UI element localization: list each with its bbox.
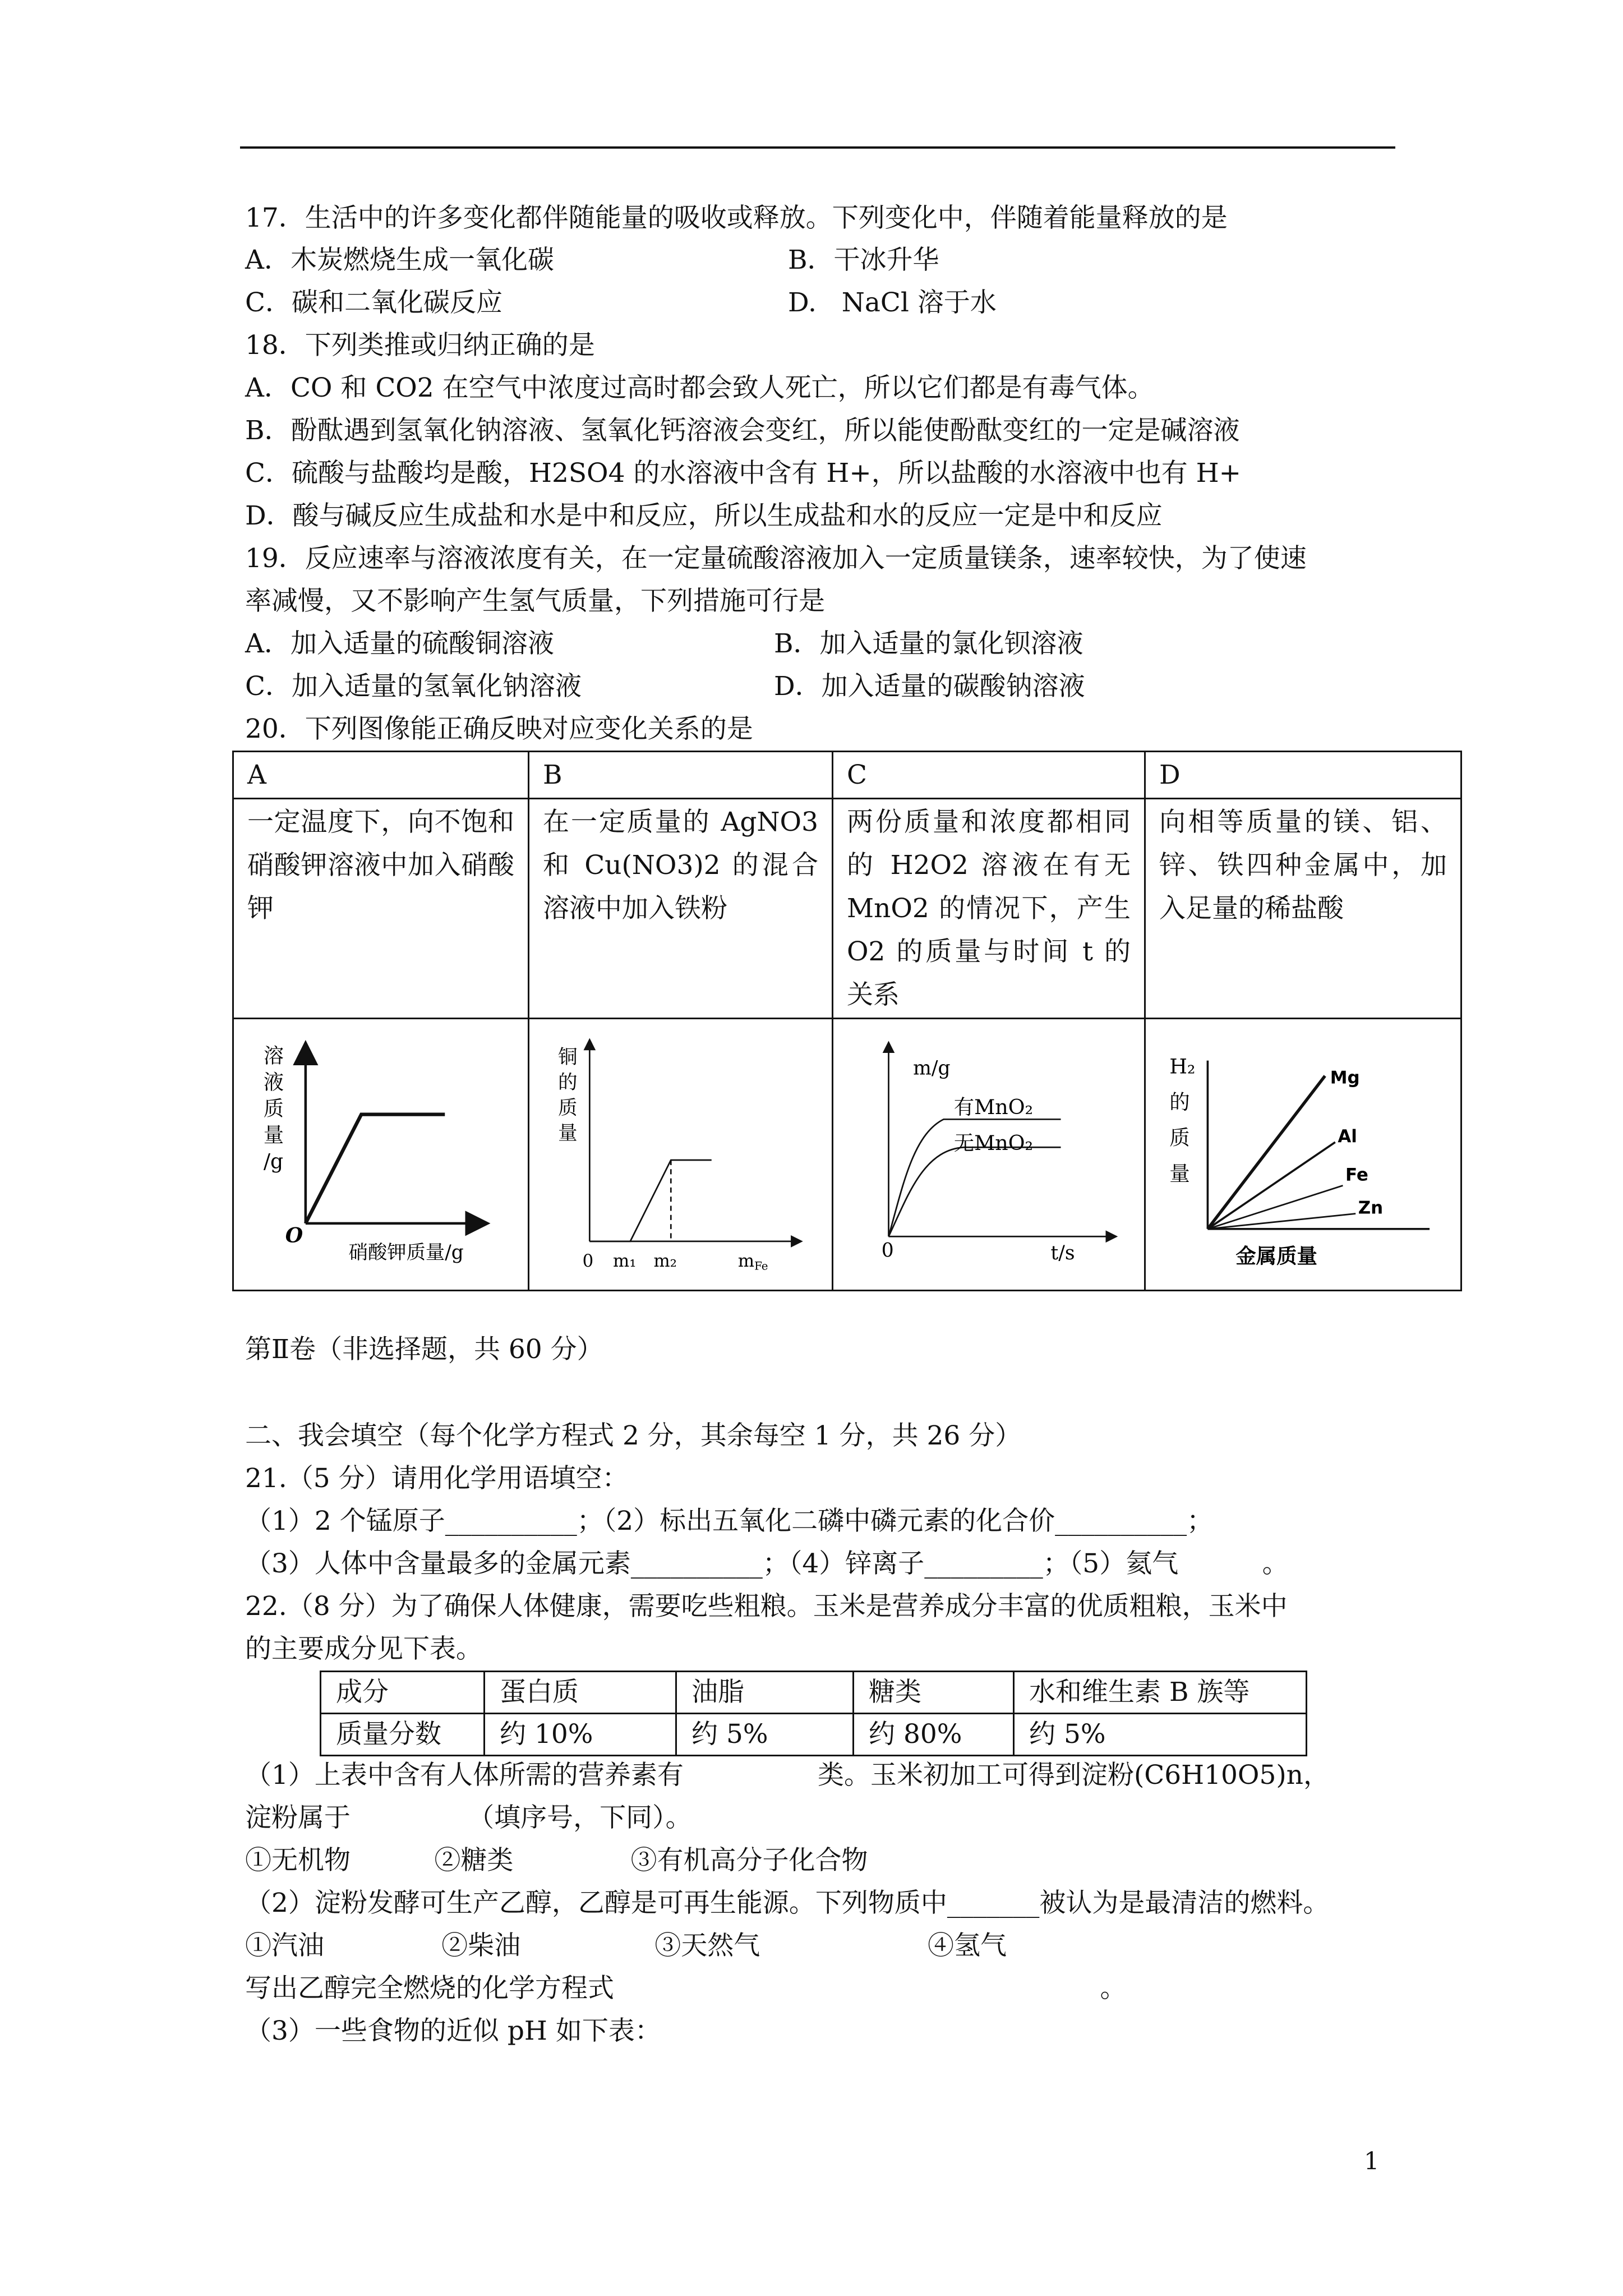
q17-option-b: B．干冰升华 [788,245,939,275]
graph-a-ylabel-2: 液 [263,1070,284,1094]
q20-desc-c: 两份质量和浓度都相同的 H2O2 溶液在有无 MnO2 的情况下，产生 O2 的质量与时间 t 的关系 [833,799,1145,1019]
q19-stem-line1: 19．反应速率与溶液浓度有关，在一定量硫酸溶液加入一定质量镁条，速率较快，为了使速 [245,543,1307,574]
q19-stem-line2: 率减慢，又不影响产生氢气质量，下列措施可行是 [245,586,825,616]
graph-b-m1: m₁ [613,1251,637,1272]
graph-d-label-mg: Mg [1330,1068,1360,1088]
graph-b-ylabel-4: 量 [558,1122,578,1145]
graph-a-xlabel: 硝酸钾质量/g [348,1241,464,1264]
q17-option-c: C．碳和二氧化碳反应 [245,287,502,318]
q20-stem: 20．下列图像能正确反映对应变化关系的是 [245,714,753,744]
graph-d-line-al [1207,1142,1335,1229]
q22-table-value-row [321,1714,1307,1756]
graph-d-ylabel-1: 的 [1169,1090,1190,1115]
q20-graph-a [247,1020,514,1289]
q22-table-header-row [321,1672,1307,1714]
q21-stem: 21.（5 分）请用化学用语填空： [245,1463,629,1494]
q22-stem-line2: 的主要成分见下表。 [245,1634,482,1664]
graph-c-label-without-mno2: 无MnO₂ [953,1130,1034,1155]
graph-c-ylabel: m/g [913,1057,951,1080]
section-title: 第Ⅱ卷（非选择题，共 60 分） [245,1334,603,1365]
q20-graph-a-cell [233,1019,529,1291]
q22-cell: 油脂 [676,1672,854,1714]
q20-header-d: D [1145,752,1461,799]
q17-option-d: D. NaCl 溶于水 [788,287,997,318]
graph-c-label-with-mno2: 有MnO₂ [953,1095,1034,1120]
graph-d-ylabel-2: 质 [1169,1125,1190,1150]
q22-stem-line1: 22.（8 分）为了确保人体健康，需要吃些粗粮。玉米是营养成分丰富的优质粗粮，玉米中 [245,1591,1288,1622]
q20-desc-d: 向相等质量的镁、铝、锌、铁四种金属中，加入足量的稀盐酸 [1145,799,1461,1019]
q21-line1: （1）2 个锰原子__________；（2）标出五氧化二磷中磷元素的化合价__________； [245,1506,1214,1536]
graph-d-label-zn: Zn [1358,1198,1384,1218]
graph-b-m2: m₂ [653,1251,677,1272]
q22-part2-line1: （2）淀粉发酵可生产乙醇，乙醇是可再生能源。下列物质中_______被认为是最清洁的燃料。 [245,1888,1330,1918]
graph-c-curve-without-mno2 [888,1147,1061,1236]
graph-c-xlabel: t/s [1050,1242,1075,1265]
graph-a-ylabel-3: 质 [263,1096,284,1121]
graph-d-xlabel: 金属质量 [1235,1244,1317,1268]
graph-a-origin: O [285,1223,303,1248]
graph-b-ylabel-3: 质 [558,1097,578,1120]
q22-cell: 成分 [321,1672,485,1714]
graph-b-mfe: mFe [737,1251,768,1273]
graph-d-line-mg [1207,1076,1325,1229]
q20-graph-d-cell [1145,1019,1461,1291]
q20-header-a: A [233,752,529,799]
graph-d-label-al: Al [1338,1126,1357,1147]
q22-cell: 约 80% [854,1714,1014,1756]
q18-stem: 18．下列类推或归纳正确的是 [245,330,595,361]
graph-d-ylabel-3: 量 [1169,1161,1190,1186]
q22-cell: 糖类 [854,1672,1014,1714]
q18-option-a: A．CO 和 CO2 在空气中浓度过高时都会致人死亡，所以它们都是有毒气体。 [245,372,1154,403]
graph-b-curve [589,1160,711,1241]
graph-c-origin: 0 [881,1239,894,1262]
q22-cell: 质量分数 [321,1714,485,1756]
q19-option-b: B．加入适量的氯化钡溶液 [774,628,1083,659]
graph-a-ylabel-1: 溶 [263,1043,284,1068]
q22-part2-options: ①汽油 ②柴油 ③天然气 ④氢气 [245,1930,1007,1961]
part2-heading: 二、我会填空（每个化学方程式 2 分，其余每空 1 分，共 26 分） [245,1420,1022,1451]
q22-cell: 约 5% [676,1714,854,1756]
q19-option-d: D．加入适量的碳酸钠溶液 [774,671,1085,702]
q22-part1-line2: 淀粉属于 （填序号，下同）。 [245,1802,692,1833]
q22-part1-options: ①无机物 ②糖类 ③有机高分子化合物 [245,1845,868,1876]
q22-cell: 约 5% [1014,1714,1307,1756]
graph-b-ylabel-1: 铜 [558,1046,578,1069]
q18-option-c: C．硫酸与盐酸均是酸，H2SO4 的水溶液中含有 H+，所以盐酸的水溶液中也有 H+ [245,458,1242,489]
q22-cell: 蛋白质 [485,1672,676,1714]
page-number: 1 [1364,2147,1380,2175]
q21-line2: （3）人体中含量最多的金属元素__________；（4）锌离子_________；（5）氦气 。 [245,1548,1289,1579]
q22-cell: 水和维生素 B 族等 [1014,1672,1307,1714]
q22-part2-equation: 写出乙醇完全燃烧的化学方程式 。 [245,1973,1127,2004]
q22-nutrition-table [320,1671,1307,1756]
graph-d-ylabel-h2: H₂ [1169,1054,1196,1079]
q20-header-b: B [529,752,833,799]
header-rule [240,146,1395,149]
q19-option-c: C．加入适量的氢氧化钠溶液 [245,671,582,702]
q18-option-d: D．酸与碱反应生成盐和水是中和反应，所以生成盐和水的反应一定是中和反应 [245,500,1163,531]
q22-part3: （3）一些食物的近似 pH 如下表： [245,2016,661,2046]
q20-graph-c-cell [833,1019,1145,1291]
graph-b-ylabel-2: 的 [558,1071,578,1094]
q20-graph-b-cell [529,1019,833,1291]
q20-header-c: C [833,752,1145,799]
graph-a-ylabel-5: /g [263,1149,284,1174]
graph-d-label-fe: Fe [1345,1165,1368,1185]
q20-desc-a: 一定温度下，向不饱和硝酸钾溶液中加入硝酸钾 [233,799,529,1019]
graph-a-curve [306,1115,445,1223]
q20-options-table [232,751,1462,1291]
q20-desc-b: 在一定质量的 AgNO3 和 Cu(NO3)2 的混合溶液中加入铁粉 [529,799,833,1019]
q17-option-a: A．木炭燃烧生成一氧化碳 [245,245,554,275]
q20-graph-b [543,1020,818,1289]
q17-stem: 17．生活中的许多变化都伴随能量的吸收或释放。下列变化中，伴随着能量释放的是 [245,203,1228,233]
q20-graph-c [847,1020,1131,1289]
q19-option-a: A．加入适量的硫酸铜溶液 [245,628,554,659]
q22-cell: 约 10% [485,1714,676,1756]
q18-option-b: B．酚酞遇到氢氧化钠溶液、氢氧化钙溶液会变红，所以能使酚酞变红的一定是碱溶液 [245,415,1240,446]
q20-graph-d [1159,1020,1447,1289]
q22-part1-line1: （1）上表中含有人体所需的营养素有 类。玉米初加工可得到淀粉(C6H10O5)n， [245,1760,1330,1791]
graph-b-origin: 0 [582,1251,594,1272]
graph-a-ylabel-4: 量 [263,1122,284,1147]
